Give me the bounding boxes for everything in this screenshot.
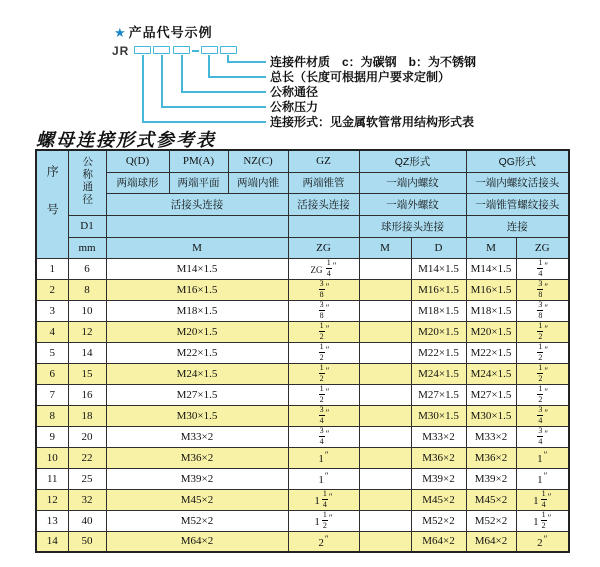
cell-gz: 1″ xyxy=(288,468,359,489)
table-row xyxy=(36,258,569,279)
table-row xyxy=(36,405,569,426)
header-type-qz: QZ形式 xyxy=(359,150,466,172)
header-d1: D1 xyxy=(68,215,106,237)
cell-m: M27×1.5 xyxy=(106,384,288,405)
cell-dn: 20 xyxy=(68,426,106,447)
cell-qz_d: M18×1.5 xyxy=(411,300,466,321)
cell-qg_zg: $\frac{1}{2}$ ″ xyxy=(516,321,569,342)
cell-qz_m xyxy=(359,363,411,384)
header-desc-pm: 两端平面 xyxy=(169,172,228,193)
cell-qg_m: M16×1.5 xyxy=(466,279,516,300)
cell-no: 1 xyxy=(36,258,68,279)
header-desc-gz: 两端锥管 xyxy=(288,172,359,193)
header-desc-qd: 两端球形 xyxy=(106,172,169,193)
cell-qz_m xyxy=(359,384,411,405)
cell-dn: 25 xyxy=(68,468,106,489)
cell-gz: $\frac{1}{2}$ ″ xyxy=(288,363,359,384)
header-unit-mm: mm xyxy=(68,237,106,258)
cell-qz_m xyxy=(359,531,411,552)
header-desc-qz: 一端内螺纹 xyxy=(359,172,466,193)
cell-no: 10 xyxy=(36,447,68,468)
cell-qz_m xyxy=(359,258,411,279)
cell-qg_m: M36×2 xyxy=(466,447,516,468)
header-unit-qg-m: M xyxy=(466,237,516,258)
table-row xyxy=(36,384,569,405)
cell-gz: 1 $\frac{1}{4}$ ″ xyxy=(288,489,359,510)
cell-qg_m: M24×1.5 xyxy=(466,363,516,384)
cell-no: 7 xyxy=(36,384,68,405)
cell-qz_d: M36×2 xyxy=(411,447,466,468)
code-box xyxy=(201,46,218,54)
header-unit-qz-d: D xyxy=(411,237,466,258)
cell-gz: 2″ xyxy=(288,531,359,552)
header-desc-nz: 两端内锥 xyxy=(228,172,288,193)
cell-qg_zg: 2″ xyxy=(516,531,569,552)
cell-qz_m xyxy=(359,405,411,426)
header-conn-union: 活接头连接 xyxy=(106,193,288,215)
table-body xyxy=(36,258,569,552)
cell-m: M64×2 xyxy=(106,531,288,552)
cell-qg_m: M27×1.5 xyxy=(466,384,516,405)
cell-dn: 22 xyxy=(68,447,106,468)
header-col-no: 序号 xyxy=(36,150,68,258)
star-icon: ★ xyxy=(114,25,127,40)
connector-line xyxy=(227,61,266,63)
cell-qz_m xyxy=(359,510,411,531)
cell-qg_zg: 1 $\frac{1}{2}$ ″ xyxy=(516,510,569,531)
cell-no: 6 xyxy=(36,363,68,384)
cell-qg_zg: 1″ xyxy=(516,447,569,468)
header-col-dn: 公称通径 xyxy=(68,150,106,215)
connector-line xyxy=(208,76,266,78)
cell-qg_zg: $\frac{3}{4}$ ″ xyxy=(516,426,569,447)
cell-dn: 50 xyxy=(68,531,106,552)
header-unit-qz-m: M xyxy=(359,237,411,258)
cell-qz_m xyxy=(359,468,411,489)
table-row xyxy=(36,447,569,468)
code-prefix: JR xyxy=(112,44,130,58)
cell-gz: $\frac{1}{2}$ ″ xyxy=(288,321,359,342)
header-conn-gz: 活接头连接 xyxy=(288,193,359,215)
cell-dn: 12 xyxy=(68,321,106,342)
cell-dn: 16 xyxy=(68,384,106,405)
cell-qg_zg: $\frac{3}{8}$ ″ xyxy=(516,279,569,300)
cell-m: M24×1.5 xyxy=(106,363,288,384)
header-row xyxy=(36,237,569,258)
table-title: 螺母连接形式参考表 xyxy=(36,130,216,150)
cell-m: M36×2 xyxy=(106,447,288,468)
cell-no: 8 xyxy=(36,405,68,426)
cell-qz_d: M24×1.5 xyxy=(411,363,466,384)
cell-no: 2 xyxy=(36,279,68,300)
code-label: 连接形式：见金属软管常用结构形式表 xyxy=(270,115,475,129)
cell-qz_m xyxy=(359,489,411,510)
header-unit-zg: ZG xyxy=(288,237,359,258)
code-label: 连接件材质 c：为碳钢 b：为不锈钢 xyxy=(270,55,477,69)
cell-dn: 18 xyxy=(68,405,106,426)
connector-line xyxy=(208,55,210,77)
header-row xyxy=(36,172,569,193)
cell-dn: 6 xyxy=(68,258,106,279)
cell-gz: $\frac{3}{4}$ ″ xyxy=(288,405,359,426)
header-qg-connection: 连接 xyxy=(466,215,569,237)
table-row xyxy=(36,321,569,342)
header-desc-qg: 一端内螺纹活接头 xyxy=(466,172,569,193)
connector-line xyxy=(181,91,266,93)
cell-dn: 40 xyxy=(68,510,106,531)
header-conn-qg: 一端锥管螺纹接头 xyxy=(466,193,569,215)
header-unit-qg-zg: ZG xyxy=(516,237,569,258)
code-dash xyxy=(192,50,199,52)
table-row xyxy=(36,510,569,531)
cell-gz: $\frac{1}{2}$ ″ xyxy=(288,384,359,405)
cell-qz_m xyxy=(359,342,411,363)
cell-m: M30×1.5 xyxy=(106,405,288,426)
header-row xyxy=(36,193,569,215)
header-empty-cell xyxy=(288,215,359,237)
cell-m: M16×1.5 xyxy=(106,279,288,300)
header-type-nz: NZ(C) xyxy=(228,150,288,172)
connector-line xyxy=(181,55,183,92)
cell-m: M14×1.5 xyxy=(106,258,288,279)
cell-qg_m: M22×1.5 xyxy=(466,342,516,363)
cell-qg_m: M39×2 xyxy=(466,468,516,489)
cell-no: 14 xyxy=(36,531,68,552)
cell-dn: 10 xyxy=(68,300,106,321)
code-box xyxy=(153,46,170,54)
connector-line xyxy=(142,121,266,123)
cell-qz_d: M39×2 xyxy=(411,468,466,489)
header-conn-qz: 一端外螺纹 xyxy=(359,193,466,215)
cell-gz: ZG $\frac{1}{4}$ ″ xyxy=(288,258,359,279)
cell-dn: 8 xyxy=(68,279,106,300)
cell-m: M18×1.5 xyxy=(106,300,288,321)
cell-qz_d: M33×2 xyxy=(411,426,466,447)
cell-dn: 14 xyxy=(68,342,106,363)
cell-no: 12 xyxy=(36,489,68,510)
connector-line xyxy=(161,106,266,108)
table-row xyxy=(36,363,569,384)
cell-qg_m: M64×2 xyxy=(466,531,516,552)
cell-qg_m: M30×1.5 xyxy=(466,405,516,426)
cell-qz_m xyxy=(359,279,411,300)
cell-no: 11 xyxy=(36,468,68,489)
cell-gz: 1″ xyxy=(288,447,359,468)
cell-m: M45×2 xyxy=(106,489,288,510)
cell-qg_zg: $\frac{1}{2}$ ″ xyxy=(516,363,569,384)
cell-qz_d: M16×1.5 xyxy=(411,279,466,300)
cell-qz_m xyxy=(359,447,411,468)
header-empty-cell xyxy=(106,215,288,237)
connector-line xyxy=(161,55,163,107)
cell-qg_m: M52×2 xyxy=(466,510,516,531)
cell-qg_m: M45×2 xyxy=(466,489,516,510)
table-row xyxy=(36,426,569,447)
table-row xyxy=(36,468,569,489)
header-row xyxy=(36,150,569,172)
header-type-qg: QG形式 xyxy=(466,150,569,172)
cell-qg_zg: 1 $\frac{1}{4}$ ″ xyxy=(516,489,569,510)
cell-m: M20×1.5 xyxy=(106,321,288,342)
cell-qg_m: M20×1.5 xyxy=(466,321,516,342)
reference-table xyxy=(35,149,570,553)
cell-qg_m: M18×1.5 xyxy=(466,300,516,321)
cell-qg_zg: $\frac{3}{4}$ ″ xyxy=(516,405,569,426)
code-label: 公称通径 xyxy=(270,85,319,99)
cell-qz_m xyxy=(359,300,411,321)
cell-gz: $\frac{3}{8}$ ″ xyxy=(288,300,359,321)
cell-m: M22×1.5 xyxy=(106,342,288,363)
cell-no: 3 xyxy=(36,300,68,321)
code-box xyxy=(220,46,237,54)
code-label: 总长（长度可根据用户要求定制） xyxy=(270,70,451,84)
table-row xyxy=(36,279,569,300)
header-row xyxy=(36,215,569,237)
cell-gz: 1 $\frac{1}{2}$ ″ xyxy=(288,510,359,531)
cell-qz_d: M64×2 xyxy=(411,531,466,552)
table-row xyxy=(36,342,569,363)
header-type-qd: Q(D) xyxy=(106,150,169,172)
table-row xyxy=(36,531,569,552)
cell-dn: 32 xyxy=(68,489,106,510)
cell-m: M39×2 xyxy=(106,468,288,489)
code-box xyxy=(134,46,151,54)
cell-qg_zg: $\frac{3}{8}$ ″ xyxy=(516,300,569,321)
cell-qz_d: M22×1.5 xyxy=(411,342,466,363)
diagram-title-row xyxy=(114,22,213,41)
header-qz-connection: 球形接头连接 xyxy=(359,215,466,237)
cell-m: M52×2 xyxy=(106,510,288,531)
cell-no: 4 xyxy=(36,321,68,342)
connector-line xyxy=(142,55,144,122)
cell-no: 9 xyxy=(36,426,68,447)
header-type-gz: GZ xyxy=(288,150,359,172)
cell-m: M33×2 xyxy=(106,426,288,447)
cell-qg_m: M14×1.5 xyxy=(466,258,516,279)
cell-qz_d: M27×1.5 xyxy=(411,384,466,405)
cell-qg_zg: $\frac{1}{2}$ ″ xyxy=(516,342,569,363)
cell-qz_d: M52×2 xyxy=(411,510,466,531)
cell-gz: $\frac{1}{2}$ ″ xyxy=(288,342,359,363)
cell-qg_zg: 1″ xyxy=(516,468,569,489)
cell-qz_m xyxy=(359,426,411,447)
table-row xyxy=(36,489,569,510)
header-type-pm: PM(A) xyxy=(169,150,228,172)
cell-gz: $\frac{3}{8}$ ″ xyxy=(288,279,359,300)
diagram-title: 产品代号示例 xyxy=(128,25,213,40)
cell-qg_zg: $\frac{1}{2}$ ″ xyxy=(516,384,569,405)
code-box xyxy=(173,46,190,54)
cell-qz_m xyxy=(359,321,411,342)
code-label: 公称压力 xyxy=(270,100,319,114)
table-row xyxy=(36,300,569,321)
cell-qz_d: M45×2 xyxy=(411,489,466,510)
cell-qg_zg: $\frac{1}{4}$ ″ xyxy=(516,258,569,279)
header-unit-m: M xyxy=(106,237,288,258)
cell-gz: $\frac{3}{4}$ ″ xyxy=(288,426,359,447)
cell-qz_d: M30×1.5 xyxy=(411,405,466,426)
cell-no: 13 xyxy=(36,510,68,531)
cell-qg_m: M33×2 xyxy=(466,426,516,447)
cell-dn: 15 xyxy=(68,363,106,384)
cell-qz_d: M20×1.5 xyxy=(411,321,466,342)
table-header xyxy=(36,150,569,258)
cell-qz_d: M14×1.5 xyxy=(411,258,466,279)
cell-no: 5 xyxy=(36,342,68,363)
